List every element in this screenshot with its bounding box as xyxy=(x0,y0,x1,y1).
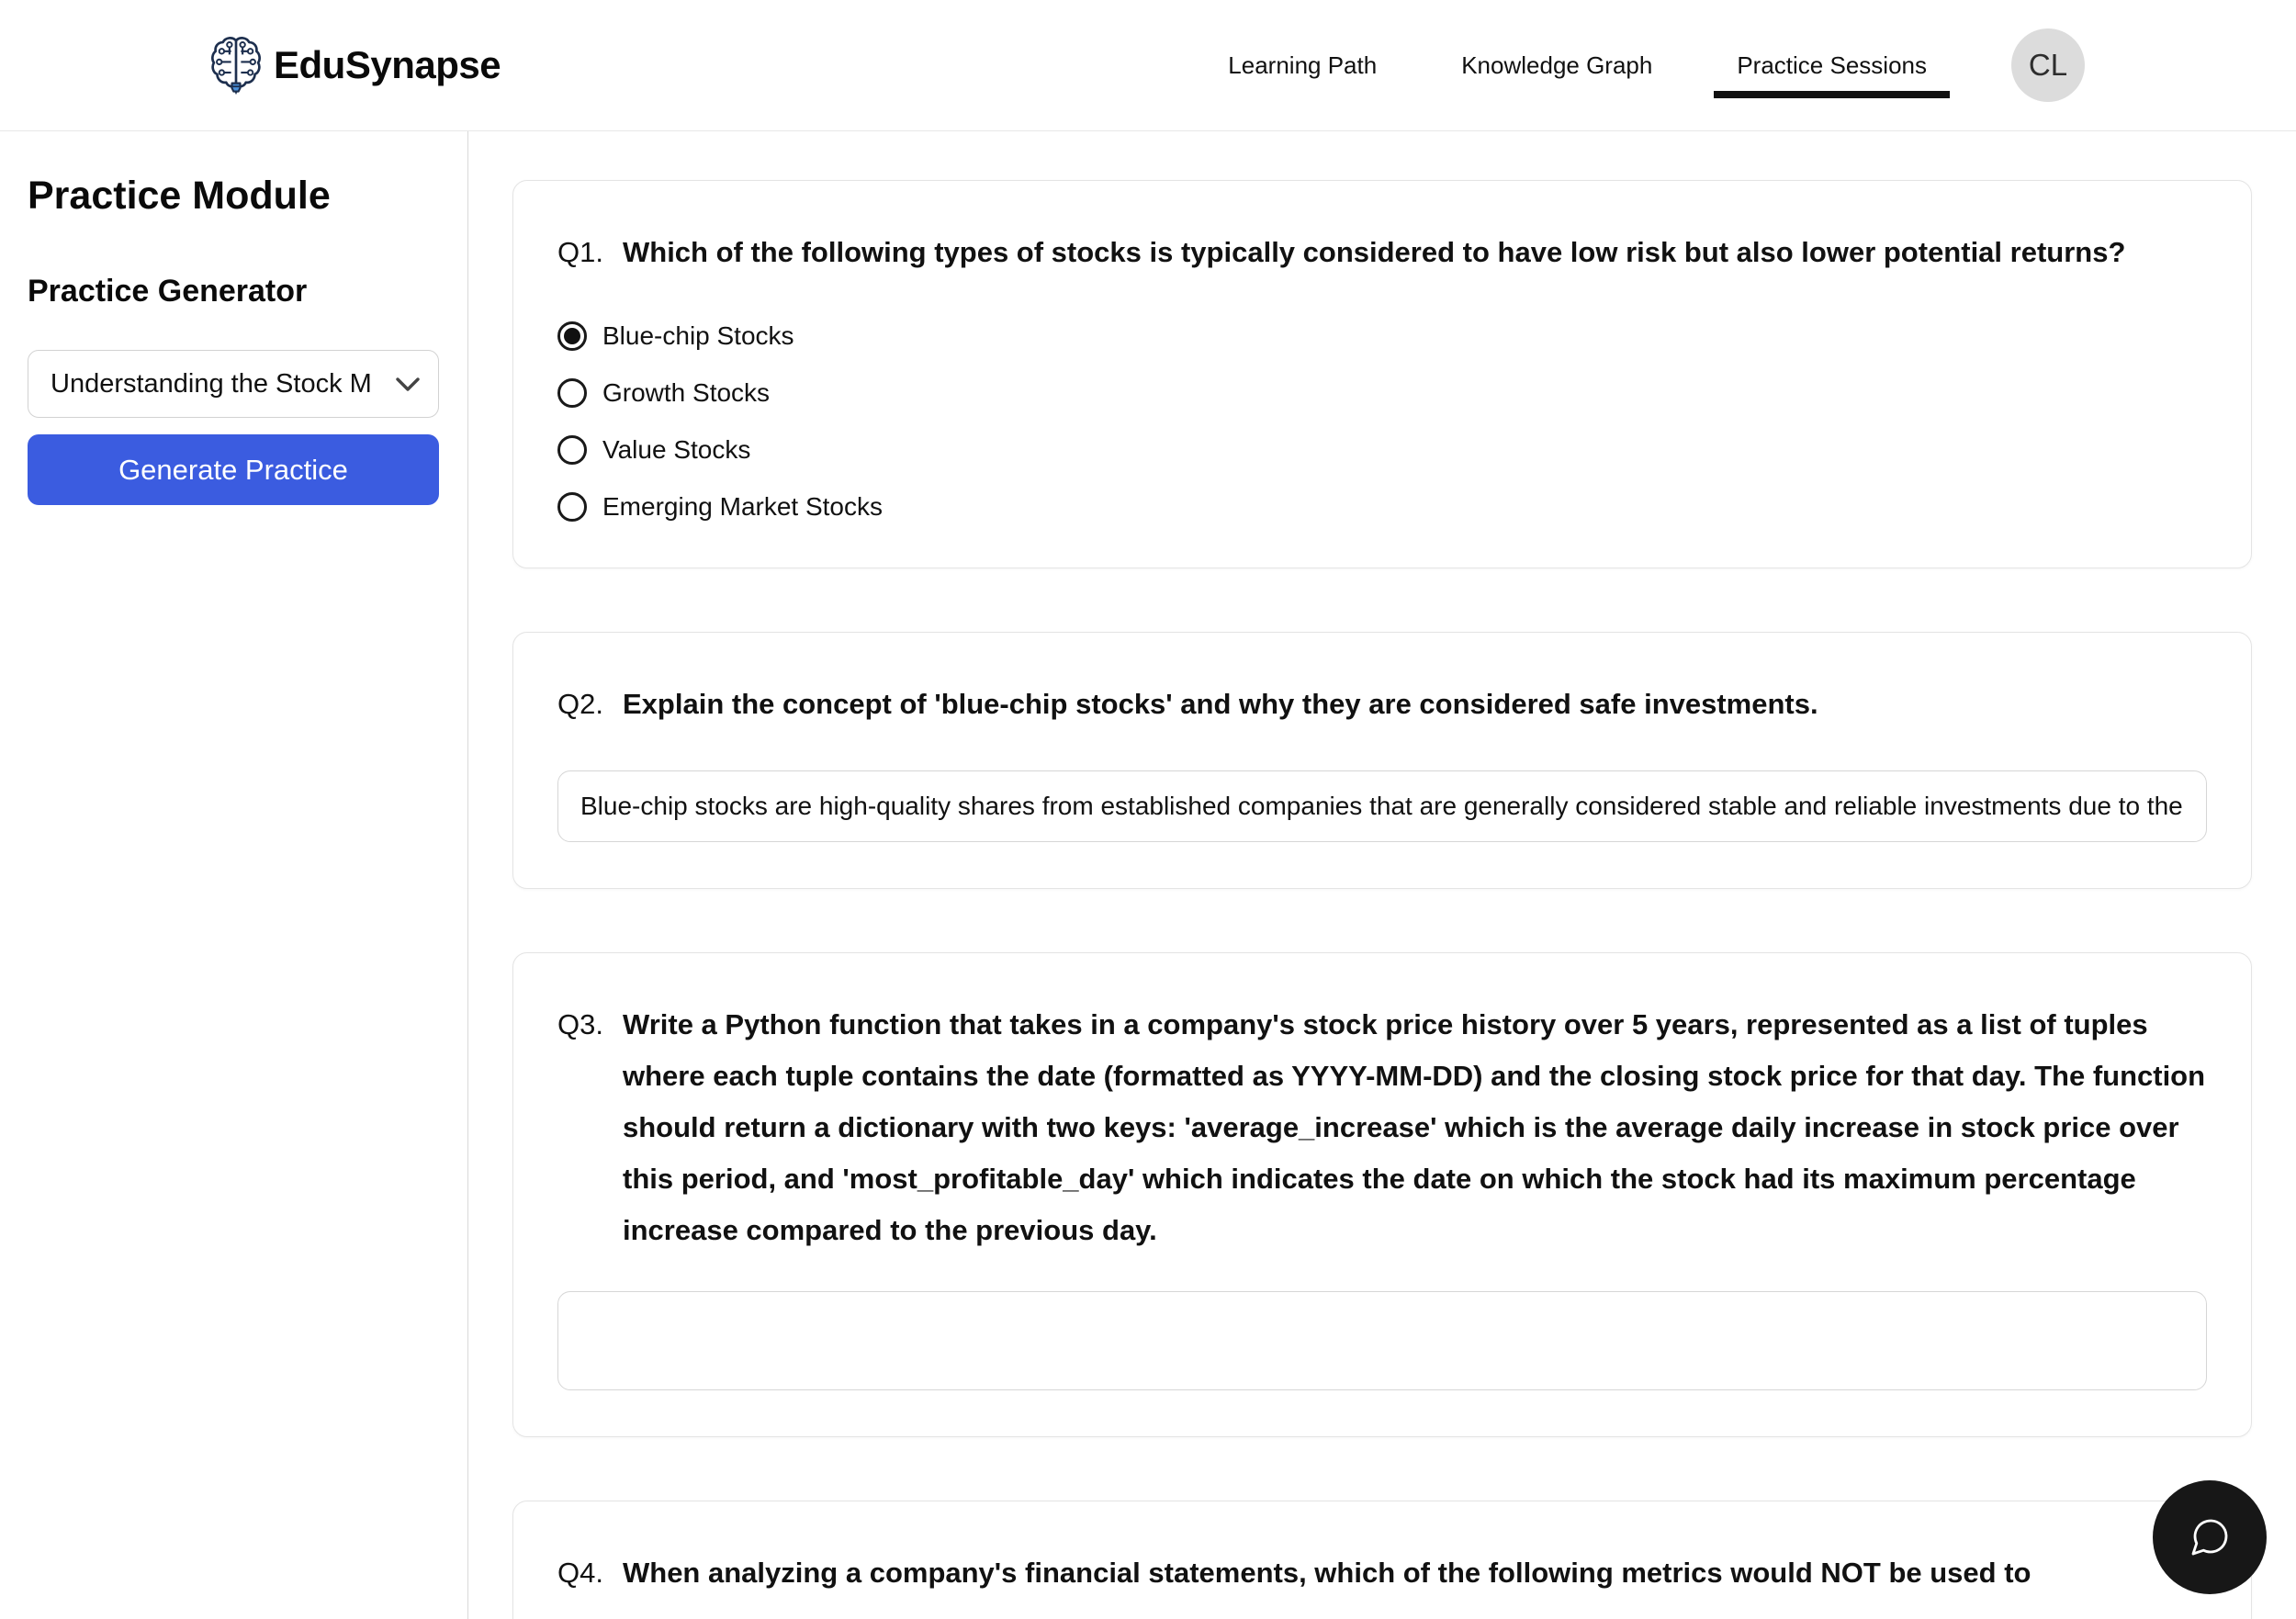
code-answer-textarea[interactable] xyxy=(557,1291,2207,1390)
question-number: Q4. xyxy=(557,1557,603,1589)
option-label: Blue-chip Stocks xyxy=(602,321,794,350)
practice-questions-panel xyxy=(468,131,2296,1619)
question-number: Q3. xyxy=(557,1008,603,1040)
radio-unselected[interactable] xyxy=(557,492,587,522)
question-text: When analyzing a company's financial statements, which of the following metrics would NOT be used to xyxy=(623,1557,2032,1589)
nav-item-knowledge-graph[interactable]: Knowledge Graph xyxy=(1461,51,1653,79)
nav-item-practice-sessions[interactable]: Practice Sessions xyxy=(1714,0,1950,130)
options-list xyxy=(557,321,2207,522)
option-label: Value Stocks xyxy=(602,435,751,464)
main-nav xyxy=(1186,0,2085,130)
app-logo xyxy=(211,35,501,96)
chat-button[interactable] xyxy=(2153,1480,2267,1594)
nav-item-learning-path[interactable]: Learning Path xyxy=(1228,51,1378,79)
radio-unselected[interactable] xyxy=(557,435,587,465)
radio-option-value[interactable] xyxy=(557,435,2207,465)
question-card-q2 xyxy=(512,632,2252,889)
generate-practice-button[interactable]: Generate Practice xyxy=(28,434,439,505)
app-header xyxy=(0,0,2296,131)
short-answer-input[interactable] xyxy=(557,770,2207,842)
question-text: Explain the concept of 'blue-chip stocks' and why they are considered safe investments. xyxy=(623,688,1818,720)
chevron-down-icon xyxy=(396,369,420,399)
option-label: Growth Stocks xyxy=(602,378,771,407)
sidebar-title: Practice Module xyxy=(28,174,331,218)
radio-selected[interactable] xyxy=(557,321,587,351)
question-card-q1 xyxy=(512,180,2252,568)
radio-option-growth[interactable] xyxy=(557,378,2207,408)
logo-text: EduSynapse xyxy=(274,43,501,86)
question-number: Q2. xyxy=(557,688,603,720)
question-card-q3 xyxy=(512,952,2252,1437)
option-label: Emerging Market Stocks xyxy=(602,492,883,521)
topic-select-value: Understanding the Stock M xyxy=(51,368,372,399)
sidebar xyxy=(0,131,468,1619)
avatar[interactable]: CL xyxy=(2011,28,2085,102)
radio-option-blue-chip[interactable] xyxy=(557,321,2207,351)
brain-circuit-icon xyxy=(211,35,261,96)
question-text: Which of the following types of stocks is typically considered to have low risk but also lower potential returns? xyxy=(623,236,2126,268)
question-card-q4 xyxy=(512,1501,2252,1619)
question-text: Write a Python function that takes in a company's stock price history over 5 years, represented as a list of tuples where each tuple contains the date (formatted as YYYY-MM-DD) and the closing stock price for that day. The function should return a dictionary with two keys: 'average_increase' which is the average daily increase in stock price over this period, and 'most_profitable_day' which indicates the date on which the stock had its maximum percentage increase compared to the previous day. xyxy=(623,1008,2206,1246)
question-number: Q1. xyxy=(557,236,603,268)
topic-select[interactable] xyxy=(28,350,439,418)
speech-bubble-icon xyxy=(2188,1515,2232,1559)
radio-unselected[interactable] xyxy=(557,378,587,408)
practice-generator-heading: Practice Generator xyxy=(28,274,308,309)
radio-option-emerging-market[interactable] xyxy=(557,492,2207,522)
